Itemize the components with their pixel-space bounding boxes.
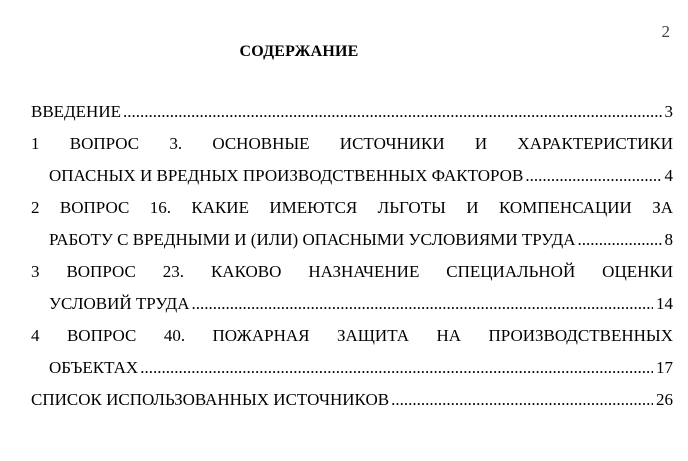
toc-entry-line — [31, 384, 673, 416]
toc-entry-references[interactable] — [31, 384, 673, 416]
toc-entry-title: ОПАСНЫХ И ВРЕДНЫХ ПРОИЗВОДСТВЕННЫХ ФАКТОРОВ — [49, 166, 524, 185]
toc-entry-title: ОБЪЕКТАХ — [49, 358, 139, 377]
dot-leader — [391, 384, 653, 416]
toc-entry-title-line: 1 ВОПРОС 3. ОСНОВНЫЕ ИСТОЧНИКИ И ХАРАКТЕРИСТИКИ — [31, 134, 673, 153]
toc-entry-line — [31, 224, 673, 256]
toc-entry-page: 4 — [664, 166, 673, 185]
toc-entry-page: 17 — [656, 358, 673, 377]
dot-leader — [140, 352, 653, 384]
toc-entry-line — [31, 160, 673, 192]
toc-entry-title: УСЛОВИЙ ТРУДА — [49, 294, 190, 313]
dot-leader — [525, 160, 661, 192]
toc-entry-line — [31, 288, 673, 320]
toc-entry-question-23[interactable] — [31, 256, 673, 320]
toc-entry-line — [31, 352, 673, 384]
toc-entry-title: СПИСОК ИСПОЛЬЗОВАННЫХ ИСТОЧНИКОВ — [31, 390, 390, 409]
dot-leader — [123, 96, 662, 128]
toc-entry-introduction[interactable] — [31, 96, 673, 128]
dot-leader — [577, 224, 661, 256]
toc-title: СОДЕРЖАНИЕ — [239, 43, 359, 60]
toc-entry-title-line: 3 ВОПРОС 23. КАКОВО НАЗНАЧЕНИЕ СПЕЦИАЛЬНОЙ ОЦЕНКИ — [31, 262, 673, 281]
toc-entry-title: ВВЕДЕНИЕ — [31, 102, 121, 121]
toc-entry-title: РАБОТУ С ВРЕДНЫМИ И (ИЛИ) ОПАСНЫМИ УСЛОВИЯМИ ТРУДА — [49, 230, 576, 249]
table-of-contents — [31, 96, 673, 416]
toc-entry-page: 14 — [656, 294, 673, 313]
toc-entry-line — [31, 96, 673, 128]
toc-entry-page: 26 — [656, 390, 673, 409]
toc-entry-page: 8 — [664, 230, 673, 249]
toc-entry-page: 3 — [664, 102, 673, 121]
toc-entry-title-line: 2 ВОПРОС 16. КАКИЕ ИМЕЮТСЯ ЛЬГОТЫ И КОМПЕНСАЦИИ ЗА — [31, 198, 673, 217]
page-number: 2 — [661, 22, 670, 41]
toc-entry-question-40[interactable] — [31, 320, 673, 384]
toc-entry-title-line: 4 ВОПРОС 40. ПОЖАРНАЯ ЗАЩИТА НА ПРОИЗВОДСТВЕННЫХ — [31, 326, 673, 345]
dot-leader — [192, 288, 653, 320]
toc-entry-question-3[interactable] — [31, 128, 673, 192]
toc-entry-question-16[interactable] — [31, 192, 673, 256]
